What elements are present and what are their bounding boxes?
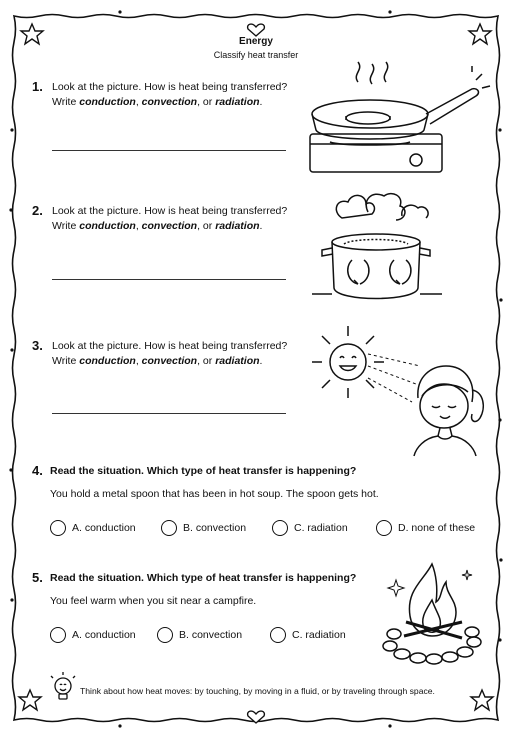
option-c[interactable]: C. radiation: [270, 627, 346, 643]
situation-text: You hold a metal spoon that has been in hot soup. The spoon gets hot.: [50, 488, 379, 500]
option-a[interactable]: A. conduction: [50, 520, 136, 536]
answer-line[interactable]: [52, 413, 286, 414]
question-number: 5.: [32, 570, 43, 585]
option-b[interactable]: B. convection: [161, 520, 246, 536]
radio-circle[interactable]: [50, 627, 66, 643]
radio-circle[interactable]: [270, 627, 286, 643]
radio-circle[interactable]: [161, 520, 177, 536]
radio-circle[interactable]: [157, 627, 173, 643]
tip-text: Think about how heat moves: by touching, by moving in a fluid, or by traveling through space.: [80, 686, 435, 696]
radio-circle[interactable]: [50, 520, 66, 536]
question-number: 2.: [32, 203, 43, 218]
question-text: Look at the picture. How is heat being transferred? Write conduction, convection, or radiation.: [52, 81, 288, 108]
question-text: Look at the picture. How is heat being transferred? Write conduction, convection, or radiation.: [52, 340, 288, 367]
topic-subtitle: Classify heat transfer: [213, 50, 299, 60]
question-number: 3.: [32, 338, 43, 353]
option-b[interactable]: B. convection: [157, 627, 242, 643]
star-icon: [19, 690, 41, 710]
question-number: 1.: [32, 79, 43, 94]
question-prompt: Read the situation. Which type of heat transfer is happening?: [50, 572, 357, 584]
girl-icon: [410, 362, 486, 456]
option-d[interactable]: D. none of these: [376, 520, 475, 536]
radio-circle[interactable]: [376, 520, 392, 536]
question-prompt: Read the situation. Which type of heat transfer is happening?: [50, 465, 357, 477]
question-text: Look at the picture. How is heat being transferred? Write conduction, convection, or radiation.: [52, 205, 288, 232]
situation-text: You feel warm when you sit near a campfire.: [50, 595, 257, 607]
lightbulb-icon: [50, 674, 76, 704]
answer-line[interactable]: [52, 150, 286, 151]
answer-line[interactable]: [52, 279, 286, 280]
option-c[interactable]: C. radiation: [272, 520, 348, 536]
star-icon: [471, 690, 493, 710]
option-a[interactable]: A. conduction: [50, 627, 136, 643]
boiling-pot-icon: [312, 190, 452, 302]
heart-icon: [248, 24, 265, 36]
frying-pan-icon: [300, 62, 500, 182]
radio-circle[interactable]: [272, 520, 288, 536]
question-number: 4.: [32, 463, 43, 478]
campfire-icon: [376, 560, 488, 664]
subject-title: Energy: [239, 36, 273, 47]
